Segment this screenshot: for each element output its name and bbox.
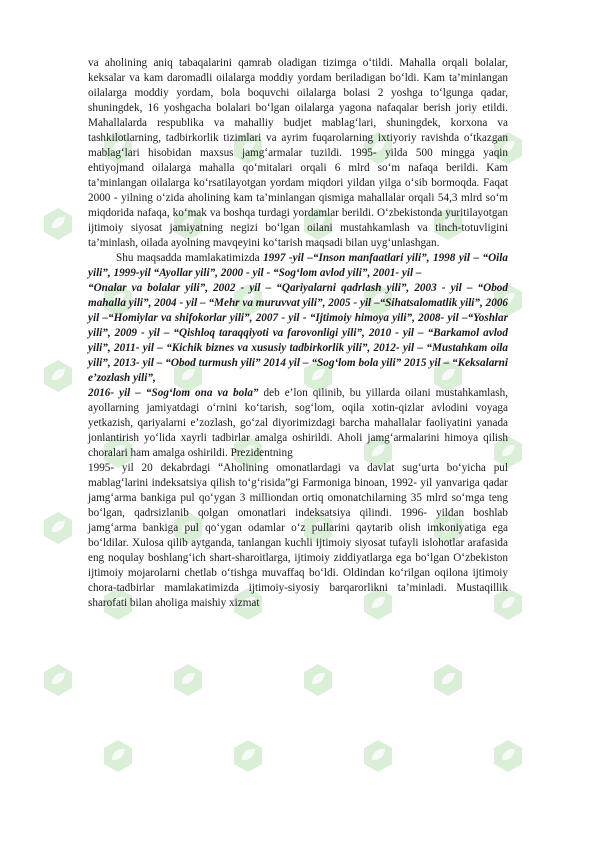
hexagon-leaf-watermark-icon (43, 511, 73, 545)
hexagon-leaf-watermark-icon (303, 663, 333, 697)
hexagon-leaf-watermark-icon (43, 207, 73, 241)
text-run: Shu maqsadda mamlakatimizda (116, 252, 264, 264)
text-run: 1995- yil 20 dekabrdagi “Aholining omonatlardagi va davlat sug‘urta bo‘yicha pul mablag‘larini indeksatsiya qilish to‘g‘risida”gi Farmoniga binoan, 1992- yil yanvariga qadar jamg‘arma bankiga pul qo‘ygan 3 milliondan ortiq omonatchilarning 35 mlrd so‘mga teng bo‘lgan, qadrsizlanib qolgan omonatlari indeksatsiya qilindi. 1996- yildan boshlab jamg‘arma bankiga pul qo‘ygan odamlar o‘z pullarini qaytarib olish imkoniyatiga ega bo‘ldilar. Xulosa qilib aytganda, tanlangan kuchli ijtimoiy siyosat tufayli islohotlar arafasida eng noqulay boshlang‘ich shart-sharoitlarga, ijtimoiy ziddiyatlarga ega bo‘lgan O‘zbekiston ijtimoiy mojarolarni chetlab o‘tishga muvaffaq bo‘ldi. Oldindan ko‘rilgan oqilona ijtimoiy chora-tadbirlar mamlakatimizda ijtimoiy-siyosiy barqarorlikni ta’minladi. Mustaqillik sharofati bilan aholiga maishiy xizmat (88, 462, 508, 609)
hexagon-leaf-watermark-icon (433, 663, 463, 697)
paragraph-p2 (88, 251, 508, 281)
bold-italic-run: 2016- yil – “Sog‘lom ona va bola” (88, 387, 259, 399)
bold-italic-run: “Onalar va bolalar yili”, 2002 - yil – “Qariyalarni qadrlash yili”, 2003 - yil – “Obod mahalla yili”, 2004 - yil – “Mehr va muruvvat yili”, 2005 - yil –“Sihatsalomatlik yili”, 2006 yil –“Homiylar va shifokorlar yili”, 2007 - yil - “Ijtimoiy himoya yili”, 2008- yil –“Yoshlar yili”, 2009 - yil – “Qishloq taraqqiyoti va farovonligi yili”, 2010 - yil – “Barkamol avlod yili”, 2011- yil – “Kichik biznes va xususiy tadbirkorlik yili”, 2012- yil – “Mustahkam oila yili”, 2013- yil – “Obod turmush yili” 2014 yil – “Sog‘lom bola yili” 2015 yil – “Keksalarni e’zozlash yili”, (88, 282, 508, 384)
bold-italic-run: 1997 -yil –“Inson manfaatlari yili”, 1998 yil – “Oila yili”, 1999-yil “Ayollar yili”, 2000 - yil - “Sog‘lom avlod yili”, 2001- yil – (88, 252, 508, 279)
text-run: deb e’lon qilinib, bu yillarda oilani mustahkamlash, ayollarning jamiyatdagi o‘rnini ko‘tarish, sog‘lom, oqila xotin-qizlar avlodini voyaga yetkazish, qariyalarni e’zozlash, go‘zal diyorimizdagi barcha mahallalar faoliyatini yanada jonlantirish yo‘lida xayrli tadbirlar amalga oshirildi. Aholi jamg‘armalarini himoya qilish choralari ham amalga oshirildi. Prezidentning (88, 387, 508, 459)
hexagon-leaf-watermark-icon (493, 739, 523, 773)
hexagon-leaf-watermark-icon (233, 739, 263, 773)
hexagon-leaf-watermark-icon (363, 739, 393, 773)
hexagon-leaf-watermark-icon (103, 739, 133, 773)
paragraph-p4 (88, 386, 508, 461)
document-body (88, 56, 508, 611)
paragraph-p1 (88, 56, 508, 251)
hexagon-leaf-watermark-icon (43, 663, 73, 697)
hexagon-leaf-watermark-icon (173, 663, 203, 697)
paragraph-p5 (88, 461, 508, 611)
text-run: va aholining aniq tabaqalarini qamrab oladigan tizimga o‘tildi. Mahalla orqali bolalar, keksalar va kam daromadli oilalarga moddiy yordam beriladigan bo‘ldi. Kam ta’minlangan oilalarga moddiy yordam, bola boquvchi oilalarga bolasi 2 yoshga to‘lgunga qadar, shuningdek, 16 yoshgacha bolalari bo‘lgan oilalarga yagona nafaqalar berish joriy etildi. Mahallalarda respublika va mahalliy budjet mablag‘lari, shuningdek, korxona va tashkilotlarning, tadbirkorlik tizimlari va ayrim fuqarolarning ixtiyoriy ravishda o‘tkazgan mablag‘lari hisobidan maxsus jamg‘armalar tuzildi. 1995- yilda 500 mingga yaqin ehtiyojmand oilalarga mahalla qo‘mitalari orqali 6 mlrd so‘m nafaqa berildi. Kam ta’minlangan oilalarga ko‘rsatilayotgan yordam miqdori yildan yilga o‘sib bormoqda. Faqat 2000 - yilning o‘zida aholining kam ta’minlangan qismiga mahallalar orqali 54,3 mlrd so‘m miqdorida nafaqa, ko‘mak va boshqa turdagi yordamlar berildi. O‘zbekistonda yuritilayotgan ijtimoiy siyosat jamiyatning negizi bo‘lgan oilani mustahkamlash va tinch-totuvligini ta’minlash, oilada ayolning mavqeyini ko‘tarish maqsadi bilan uyg‘unlashgan. (88, 57, 508, 249)
hexagon-leaf-watermark-icon (43, 359, 73, 393)
paragraph-p3 (88, 281, 508, 386)
